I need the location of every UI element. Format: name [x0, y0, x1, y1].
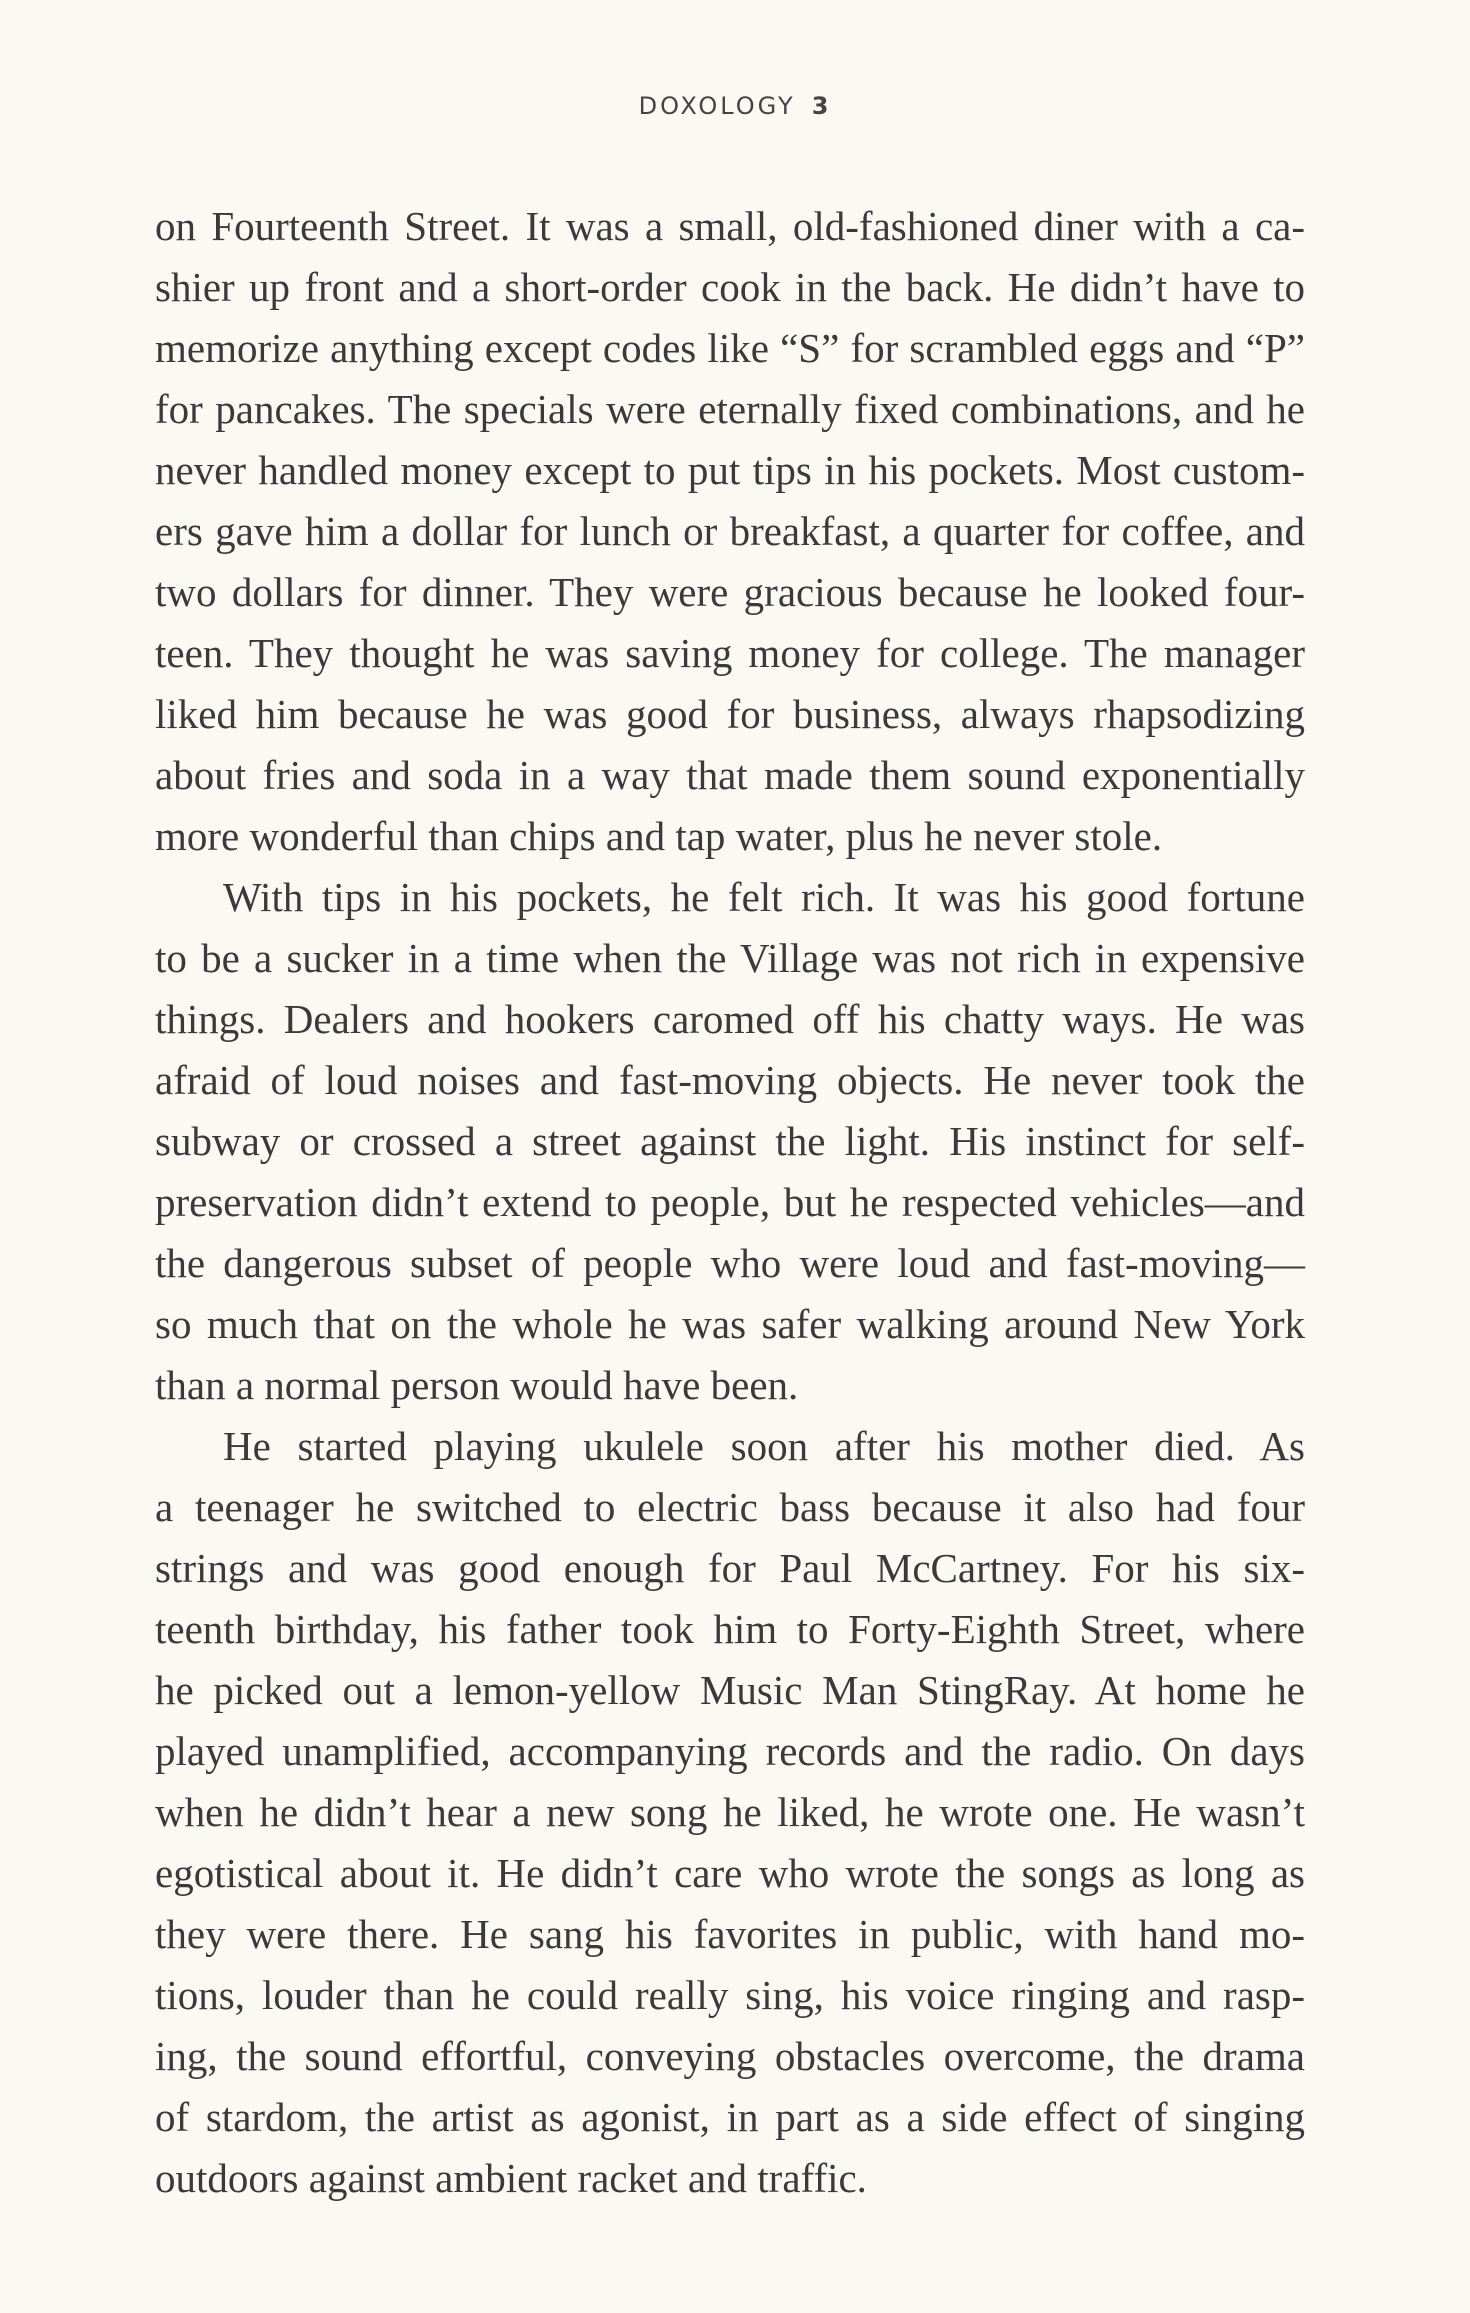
text-line: shier up front and a short-order cook in the back. He didn’t have to	[155, 264, 1305, 310]
page-number: 3	[811, 92, 832, 120]
text-line: ing, the sound effortful, conveying obstacles overcome, the drama	[155, 2033, 1305, 2079]
text-line: subway or crossed a street against the light. His instinct for self-	[155, 1118, 1305, 1164]
text-line: than a normal person would have been.	[155, 1362, 799, 1408]
text-line: the dangerous subset of people who were loud and fast-moving—	[155, 1240, 1305, 1286]
text-line: of stardom, the artist as agonist, in part as a side effect of singing	[155, 2094, 1305, 2140]
text-line: never handled money except to put tips in his pockets. Most custom-	[155, 447, 1305, 493]
text-line: egotistical about it. He didn’t care who wrote the songs as long as	[155, 1850, 1305, 1896]
text-line: tions, louder than he could really sing, his voice ringing and rasp-	[155, 1972, 1305, 2018]
text-line: for pancakes. The specials were eternally fixed combinations, and he	[155, 386, 1305, 432]
running-head	[0, 92, 1470, 120]
text-line: when he didn’t hear a new song he liked, he wrote one. He wasn’t	[155, 1789, 1305, 1835]
text-line: strings and was good enough for Paul McCartney. For his six-	[155, 1545, 1305, 1591]
text-line: played unamplified, accompanying records and the radio. On days	[155, 1728, 1305, 1774]
text-line: memorize anything except codes like “S” for scrambled eggs and “P”	[155, 325, 1305, 371]
text-line: afraid of loud noises and fast-moving objects. He never took the	[155, 1057, 1305, 1103]
text-line: more wonderful than chips and tap water, plus he never stole.	[155, 813, 1163, 859]
text-line: two dollars for dinner. They were gracious because he looked four-	[155, 569, 1305, 615]
text-line: so much that on the whole he was safer walking around New York	[155, 1301, 1305, 1347]
text-line: they were there. He sang his favorites in public, with hand mo-	[155, 1911, 1305, 1957]
text-line: With tips in his pockets, he felt rich. It was his good fortune	[223, 874, 1305, 920]
text-line: teen. They thought he was saving money for college. The manager	[155, 630, 1305, 676]
text-line: liked him because he was good for business, always rhapsodizing	[155, 691, 1305, 737]
text-line: preservation didn’t extend to people, but he respected vehicles—and	[155, 1179, 1305, 1225]
text-line: He started playing ukulele soon after his mother died. As	[223, 1423, 1305, 1469]
text-line: on Fourteenth Street. It was a small, old-fashioned diner with a ca-	[155, 203, 1305, 249]
text-line: ers gave him a dollar for lunch or breakfast, a quarter for coffee, and	[155, 508, 1305, 554]
text-line: about fries and soda in a way that made them sound exponentially	[155, 752, 1305, 798]
running-head-title: DOXOLOGY	[638, 92, 796, 120]
body-text	[155, 196, 1305, 2209]
text-line: he picked out a lemon-yellow Music Man StingRay. At home he	[155, 1667, 1305, 1713]
text-line: teenth birthday, his father took him to Forty-Eighth Street, where	[155, 1606, 1305, 1652]
text-line: to be a sucker in a time when the Village was not rich in expensive	[155, 935, 1305, 981]
text-line: things. Dealers and hookers caromed off his chatty ways. He was	[155, 996, 1305, 1042]
text-line: a teenager he switched to electric bass because it also had four	[155, 1484, 1305, 1530]
text-line: outdoors against ambient racket and traffic.	[155, 2155, 867, 2201]
